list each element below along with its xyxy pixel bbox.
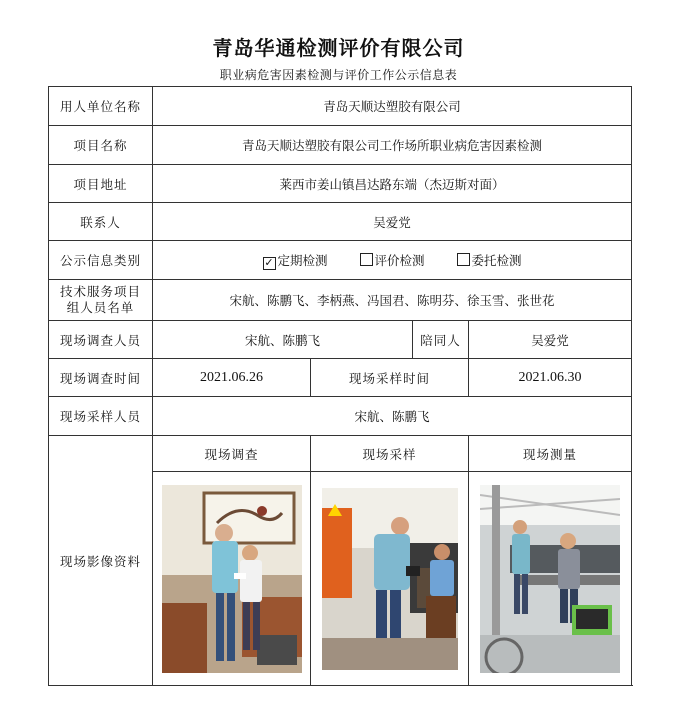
sampling-staff-label: 现场采样人员 [49, 397, 153, 436]
companion-label: 陪同人 [413, 321, 469, 359]
project-address-value: 莱西市姜山镇昌达路东端（杰迈斯对面） [153, 165, 632, 203]
photos-label: 现场影像资料 [49, 436, 153, 686]
option-evaluation[interactable] [360, 251, 425, 269]
survey-staff-label: 现场调查人员 [49, 321, 153, 359]
project-name-value: 青岛天顺达塑胶有限公司工作场所职业病危害因素检测 [153, 126, 632, 165]
row-photo-headers [49, 436, 632, 472]
checkbox-checked-icon[interactable]: ✓ [264, 255, 274, 269]
row-project-name [49, 126, 632, 165]
photo-col-survey: 现场调查 [153, 436, 311, 472]
sampling-time-label: 现场采样时间 [311, 359, 469, 397]
survey-photo [162, 485, 302, 673]
photo-cell-survey [153, 472, 311, 686]
tech-team-label [49, 280, 153, 321]
measurement-photo [480, 485, 620, 673]
tech-team-label-line2: 组人员名单 [66, 300, 135, 315]
info-type-label: 公示信息类别 [49, 241, 153, 280]
option-commissioned-label: 委托检测 [471, 252, 522, 268]
photo-col-measurement: 现场测量 [469, 436, 632, 472]
survey-time-value: 2021.06.26 [153, 359, 311, 397]
sampling-staff-value: 宋航、陈鹏飞 [153, 397, 632, 436]
checkbox-empty-icon[interactable] [360, 253, 373, 266]
row-info-type [49, 241, 632, 280]
project-name-label: 项目名称 [49, 126, 153, 165]
photo-cell-sampling [311, 472, 469, 686]
info-type-options [153, 241, 632, 280]
row-contact [49, 203, 632, 241]
info-table [48, 86, 632, 686]
tech-team-label-line1: 技术服务项目 [59, 284, 141, 299]
photo-col-sampling: 现场采样 [311, 436, 469, 472]
company-title: 青岛华通检测评价有限公司 [212, 36, 465, 60]
survey-time-label: 现场调查时间 [49, 359, 153, 397]
photo-cell-measurement [469, 472, 632, 686]
employer-value: 青岛天顺达塑胶有限公司 [153, 87, 632, 126]
contact-label: 联系人 [49, 203, 153, 241]
sampling-photo [322, 488, 458, 670]
tech-team-value: 宋航、陈鹏飞、李柄燕、冯国君、陈明芬、徐玉雪、张世花 [153, 280, 632, 321]
checkbox-empty-icon[interactable] [457, 253, 470, 266]
option-evaluation-label: 评价检测 [374, 252, 425, 268]
contact-value: 吴爱党 [153, 203, 632, 241]
option-periodic[interactable] [263, 251, 328, 270]
employer-label: 用人单位名称 [49, 87, 153, 126]
row-employer [49, 87, 632, 126]
form-subtitle: 职业病危害因素检测与评价工作公示信息表 [219, 68, 458, 82]
companion-value: 吴爱党 [469, 321, 632, 359]
option-periodic-label: 定期检测 [277, 252, 328, 268]
option-commissioned[interactable] [457, 251, 522, 269]
row-survey-staff [49, 321, 632, 359]
row-survey-time [49, 359, 632, 397]
sampling-time-value: 2021.06.30 [469, 359, 632, 397]
survey-staff-value: 宋航、陈鹏飞 [153, 321, 413, 359]
row-project-address [49, 165, 632, 203]
row-sampling-staff [49, 397, 632, 436]
project-address-label: 项目地址 [49, 165, 153, 203]
row-tech-team [49, 280, 632, 321]
